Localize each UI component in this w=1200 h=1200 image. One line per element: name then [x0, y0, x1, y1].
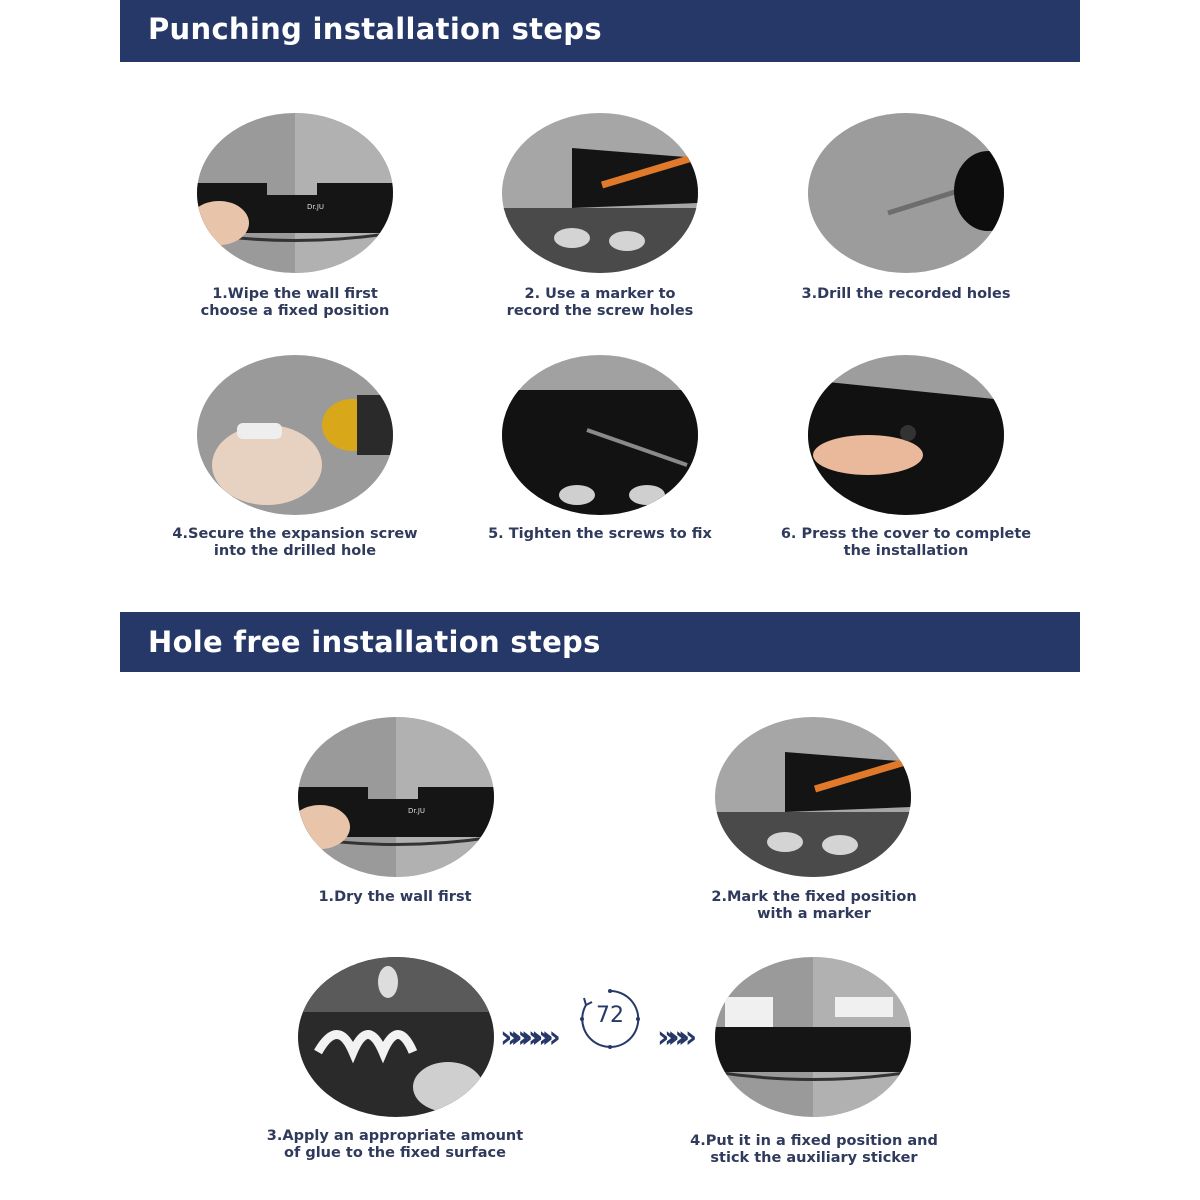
- step-photo-tighten-screws: [502, 355, 698, 515]
- arrow-chevrons-icon: »»»: [657, 1020, 689, 1055]
- step-photo-dry-wall: [298, 717, 494, 877]
- step-photo-mark-holes: [502, 113, 698, 273]
- step-photo-wipe-wall: [197, 113, 393, 273]
- step-caption: 2. Use a marker to record the screw holes: [506, 286, 694, 319]
- step-photo-drill-holes: [808, 113, 1004, 273]
- step-caption: 5. Tighten the screws to fix: [488, 526, 712, 542]
- step-caption: 1.Dry the wall first: [318, 889, 472, 905]
- step-caption: 4.Secure the expansion screw into the drilled hole: [172, 526, 418, 559]
- step-photo-fix-sticker: [715, 957, 911, 1117]
- step-caption: 6. Press the cover to complete the installation: [780, 526, 1032, 559]
- step-caption: 1.Wipe the wall first choose a fixed position: [200, 286, 390, 319]
- step-photo-press-cover: [808, 355, 1004, 515]
- section-title-hole-free: Hole free installation steps: [120, 612, 1080, 672]
- step-caption: 3.Drill the recorded holes: [801, 286, 1011, 302]
- step-caption: 2.Mark the fixed position with a marker: [711, 889, 917, 922]
- step-caption: 4.Put it in a fixed position and stick the auxiliary sticker: [690, 1133, 938, 1166]
- step-caption: 3.Apply an appropriate amount of glue to the fixed surface: [266, 1128, 524, 1161]
- step-photo-mark-position: [715, 717, 911, 877]
- arrow-chevrons-icon: »»»»»: [500, 1020, 552, 1055]
- section-title-punching: Punching installation steps: [120, 0, 1080, 62]
- step-photo-apply-glue: [298, 957, 494, 1117]
- timer-value: 72: [596, 1003, 624, 1028]
- step-photo-expansion-screw: [197, 355, 393, 515]
- brand-logo-text: Dr.JU: [408, 807, 426, 815]
- brand-logo-text: Dr.JU: [307, 203, 325, 211]
